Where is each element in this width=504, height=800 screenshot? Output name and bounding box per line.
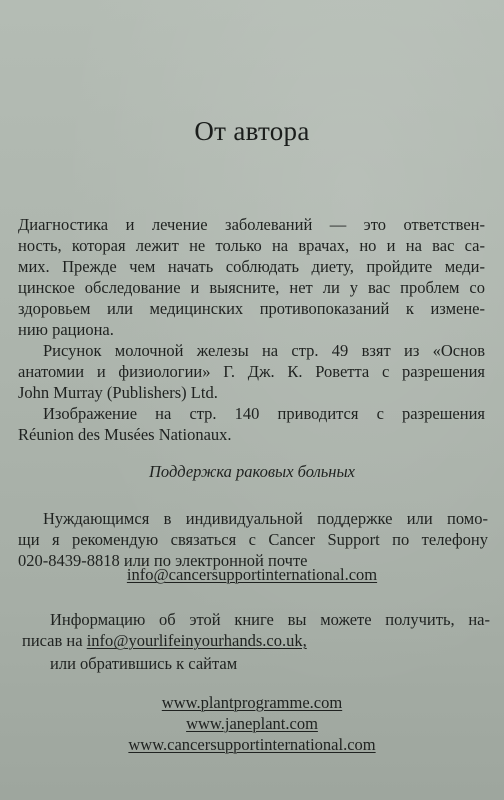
info-line: Информацию об этой книге вы можете получить, на- [50,610,490,629]
website-link[interactable]: www.cancersupportinternational.com [128,735,376,754]
body-line: мих. Прежде чем начать соблюдать диету, пройдите меди- [18,257,485,276]
info-line-prefix: писав на [22,631,87,650]
info-line: или обратившись к сайтам [50,654,238,673]
support-line: щи я рекомендую связаться с Cancer Support по телефону [18,530,488,549]
body-line: John Murray (Publishers) Ltd. [18,383,218,402]
info-email-link[interactable]: info@yourlifeinyourhands.co.uk, [86,631,307,650]
support-heading: Поддержка раковых больных [149,462,355,481]
body-line: анатомии и физиологии» Г. Дж. К. Роветта с разрешения [18,362,485,381]
info-line-2 [22,631,307,651]
website-link[interactable]: www.janeplant.com [186,714,318,733]
page-title: От автора [194,116,310,146]
body-line: Диагностика и лечение заболеваний — это ответствен- [18,215,485,234]
body-line: нию рациона. [18,320,114,339]
body-line: Изображение на стр. 140 приводится с разрешения [43,404,485,423]
support-email-link[interactable]: info@cancersupportinternational.com [126,565,378,584]
body-line: Рисунок молочной железы на стр. 49 взят из «Основ [43,341,485,360]
body-line: цинское обследование и выясните, нет ли у вас проблем со [18,278,485,297]
body-line: здоровьем или медицинских противопоказаний к измене- [18,299,485,318]
body-line: ность, которая лежит не только на врачах, но и на вас са- [18,236,485,255]
body-line: Réunion des Musées Nationaux. [18,425,232,444]
support-line: 020-8439-8818 или по электронной почте [18,551,308,570]
support-line: Нуждающимся в индивидуальной поддержке или помо- [43,509,488,528]
website-link[interactable]: www.plantprogramme.com [161,693,343,712]
